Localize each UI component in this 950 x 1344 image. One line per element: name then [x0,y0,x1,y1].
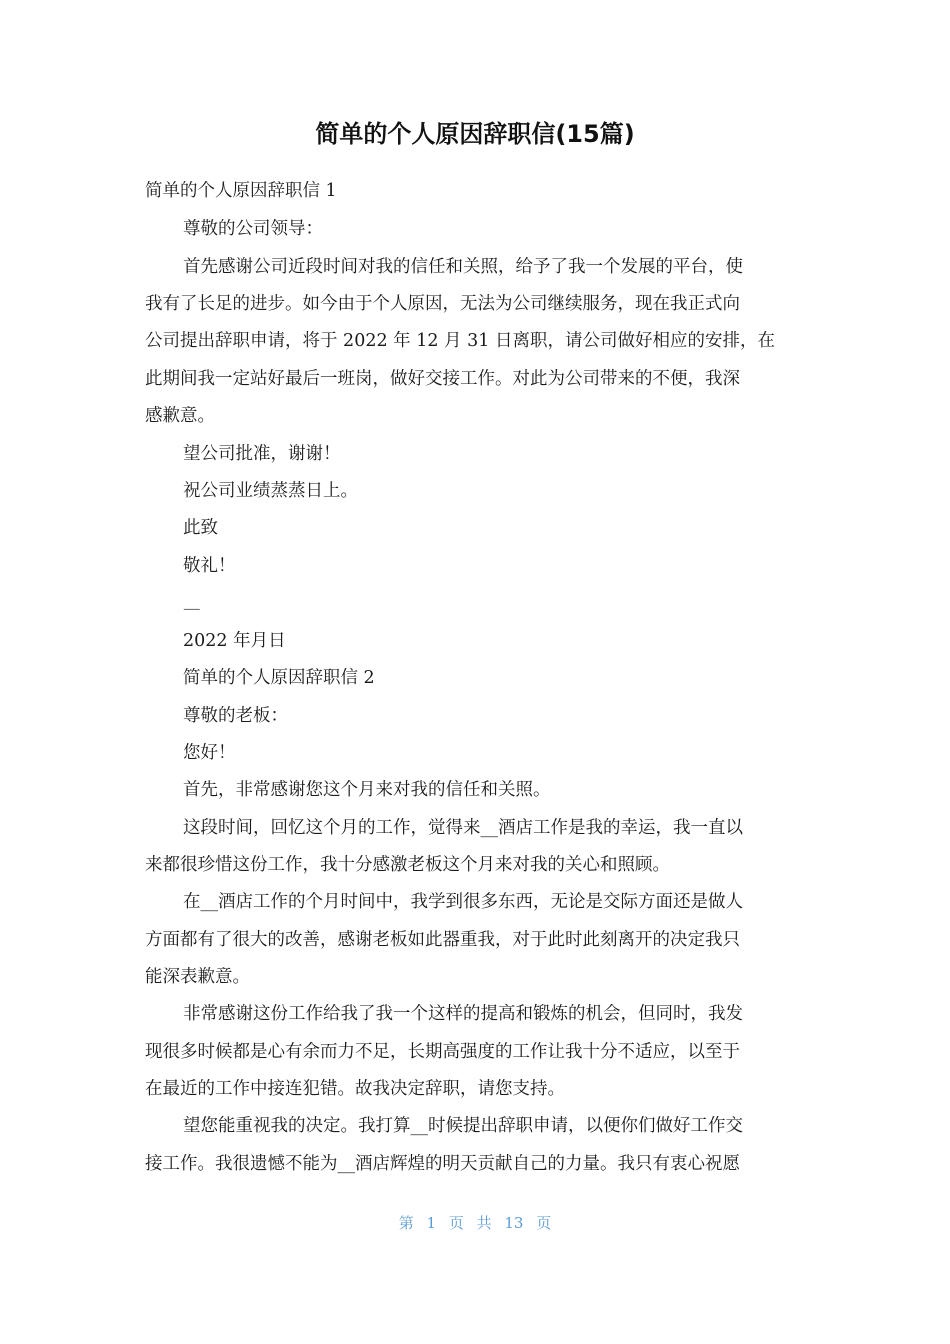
document-title: 简单的个人原因辞职信(15篇) [315,120,635,148]
greeting: 您好！ [183,743,236,763]
paragraph-line: 我有了长足的进步。如今由于个人原因，无法为公司继续服务，现在我正式向 [145,294,740,314]
section-heading-1: 简单的个人原因辞职信 1 [145,181,337,201]
closing-line: 此致 [183,518,218,538]
paragraph-line: 接工作。我很遗憾不能为__酒店辉煌的明天贡献自己的力量。我只有衷心祝愿 [145,1154,740,1174]
paragraph-line: 在__酒店工作的个月时间中，我学到很多东西，无论是交际方面还是做人 [183,892,743,912]
paragraph-line: 望公司批准，谢谢！ [183,444,341,464]
paragraph-line: 这段时间，回忆这个月的工作，觉得来__酒店工作是我的幸运，我一直以 [183,818,743,838]
paragraph-line: 望您能重视我的决定。我打算__时候提出辞职申请，以便你们做好工作交 [183,1116,743,1136]
signature-dash: — [183,599,201,619]
paragraph-line: 首先，非常感谢您这个月来对我的信任和关照。 [183,780,551,800]
paragraph-line: 首先感谢公司近段时间对我的信任和关照，给予了我一个发展的平台，使 [183,257,743,277]
paragraph-line: 此期间我一定站好最后一班岗，做好交接工作。对此为公司带来的不便，我深 [145,369,740,389]
paragraph-line: 非常感谢这份工作给我了我一个这样的提高和锻炼的机会，但同时，我发 [183,1004,743,1024]
date-line: 2022 年月日 [183,631,286,651]
section-heading-2: 简单的个人原因辞职信 2 [183,668,375,688]
paragraph-line: 现很多时候都是心有余而力不足，长期高强度的工作让我十分不适应，以至于 [145,1042,740,1062]
salutation: 尊敬的公司领导： [183,219,323,239]
paragraph-line: 方面都有了很大的改善，感谢老板如此器重我，对于此时此刻离开的决定我只 [145,930,740,950]
closing-line: 敬礼！ [183,556,236,576]
salutation: 尊敬的老板： [183,706,288,726]
paragraph-line: 来都很珍惜这份工作，我十分感激老板这个月来对我的关心和照顾。 [145,855,670,875]
paragraph-line: 祝公司业绩蒸蒸日上。 [183,481,358,501]
paragraph-line: 感歉意。 [145,406,215,426]
paragraph-line: 能深表歉意。 [145,967,250,987]
paragraph-line: 公司提出辞职申请，将于 2022 年 12 月 31 日离职，请公司做好相应的安排，在 [145,331,775,351]
page-number-footer: 第 1 页 共 13 页 [398,1214,552,1232]
paragraph-line: 在最近的工作中接连犯错。故我决定辞职，请您支持。 [145,1079,565,1099]
